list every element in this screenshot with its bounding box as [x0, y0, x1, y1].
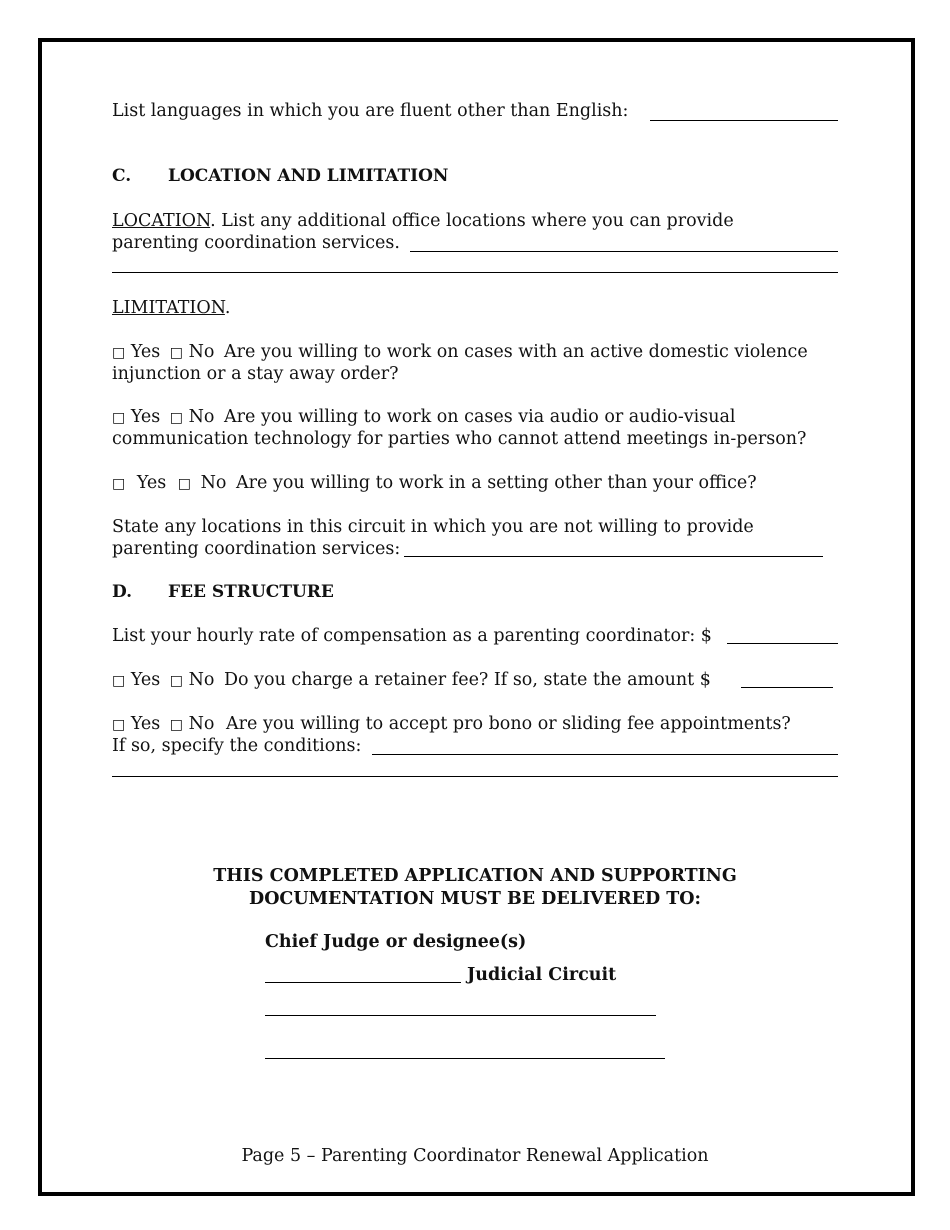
- languages-label: List languages in which you are fluent other than English:: [112, 101, 629, 121]
- setting-yes-checkbox[interactable]: □: [112, 476, 126, 492]
- dv-question-line2: injunction or a stay away order?: [112, 364, 399, 384]
- setting-yes-label: Yes: [136, 473, 167, 493]
- setting-no-checkbox[interactable]: □: [177, 476, 191, 492]
- languages-field[interactable]: [650, 120, 838, 121]
- probono-conditions-field-line1[interactable]: [372, 754, 838, 755]
- limitation-heading-row: LIMITATION.: [112, 298, 231, 318]
- retainer-row: [112, 669, 711, 692]
- page-footer: Page 5 – Parenting Coordinator Renewal Application: [241, 1146, 709, 1166]
- probono-question-text: Are you willing to accept pro bono or sliding fee appointments?: [226, 714, 791, 734]
- hourly-rate-field[interactable]: [727, 643, 838, 644]
- hourly-rate-label: List your hourly rate of compensation as a parenting coordinator: $: [112, 626, 712, 646]
- location-field-line1[interactable]: [410, 251, 838, 252]
- limitation-heading: LIMITATION: [112, 298, 225, 318]
- circuit-number-field[interactable]: [265, 982, 461, 983]
- setting-no-label: No: [200, 473, 227, 493]
- question-av-row: [112, 406, 736, 429]
- retainer-yes-checkbox[interactable]: □: [112, 673, 126, 689]
- location-field-line2[interactable]: [112, 272, 838, 273]
- section-d-letter: D.: [112, 582, 133, 602]
- av-yes-checkbox[interactable]: □: [112, 410, 126, 426]
- address-field-line2[interactable]: [265, 1058, 665, 1059]
- retainer-question-text: Do you charge a retainer fee? If so, state the amount $: [224, 670, 711, 690]
- probono-no-checkbox[interactable]: □: [169, 717, 183, 733]
- probono-no-label: No: [188, 714, 215, 734]
- av-no-checkbox[interactable]: □: [169, 410, 183, 426]
- av-yes-label: Yes: [130, 407, 161, 427]
- dv-question-text: Are you willing to work on cases with an active domestic violence: [224, 342, 808, 362]
- question-setting-row: [112, 472, 757, 495]
- location-text-line1: LOCATION. List any additional office locations where you can provide: [112, 211, 734, 231]
- question-dv-row: [112, 341, 808, 364]
- setting-question-text: Are you willing to work in a setting other than your office?: [236, 473, 757, 493]
- location-text-line2: parenting coordination services.: [112, 233, 400, 253]
- probono-yes-label: Yes: [130, 714, 161, 734]
- probono-row: [112, 713, 791, 736]
- retainer-no-label: No: [188, 670, 215, 690]
- judicial-circuit-label: Judicial Circuit: [467, 965, 617, 985]
- retainer-no-checkbox[interactable]: □: [169, 673, 183, 689]
- av-no-label: No: [188, 407, 215, 427]
- dv-yes-label: Yes: [130, 342, 161, 362]
- av-question-line2: communication technology for parties who cannot attend meetings in-person?: [112, 429, 807, 449]
- dv-no-label: No: [188, 342, 215, 362]
- retainer-yes-label: Yes: [130, 670, 161, 690]
- probono-conditions-label: If so, specify the conditions:: [112, 736, 362, 756]
- delivery-heading-line2: DOCUMENTATION MUST BE DELIVERED TO:: [249, 889, 701, 909]
- probono-conditions-field-line2[interactable]: [112, 776, 838, 777]
- section-c-title: LOCATION AND LIMITATION: [168, 166, 449, 186]
- address-field-line1[interactable]: [265, 1015, 656, 1016]
- chief-judge-label: Chief Judge or designee(s): [265, 932, 527, 952]
- delivery-heading-line1: THIS COMPLETED APPLICATION AND SUPPORTING: [213, 866, 737, 886]
- section-d-title: FEE STRUCTURE: [168, 582, 334, 602]
- not-willing-line2: parenting coordination services:: [112, 539, 401, 559]
- dv-yes-checkbox[interactable]: □: [112, 345, 126, 361]
- not-willing-line1: State any locations in this circuit in which you are not willing to provide: [112, 517, 754, 537]
- retainer-amount-field[interactable]: [741, 687, 833, 688]
- location-heading: LOCATION: [112, 211, 211, 231]
- dv-no-checkbox[interactable]: □: [169, 345, 183, 361]
- not-willing-field[interactable]: [404, 556, 823, 557]
- section-c-letter: C.: [112, 166, 132, 186]
- probono-yes-checkbox[interactable]: □: [112, 717, 126, 733]
- av-question-text: Are you willing to work on cases via audio or audio-visual: [224, 407, 736, 427]
